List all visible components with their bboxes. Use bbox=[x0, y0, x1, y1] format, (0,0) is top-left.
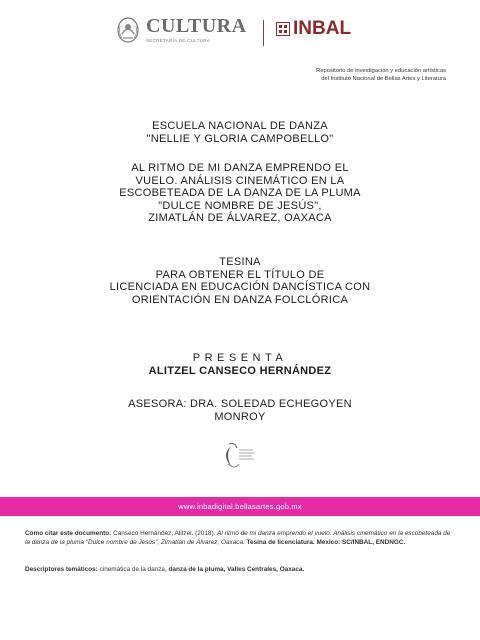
citation-title: Al ritmo de mi danza emprendo el vuelo. Análisis cinemático en la escobeteada de la danza de la pluma "Dulce nombre de Jesús", Zimatlán de Álvarez, Oaxaca. bbox=[25, 530, 451, 546]
repository-note bbox=[236, 67, 446, 83]
citation-label: Cómo citar este documento: bbox=[25, 530, 112, 537]
cultura-subtitle: SECRETARÍA DE CULTURA bbox=[146, 38, 211, 43]
author-name: ALITZEL CANSECO HERNÁNDEZ bbox=[148, 365, 332, 377]
repository-line: del Instituto Nacional de Bellas Artes y Literatura bbox=[321, 76, 446, 82]
inbal-logo bbox=[276, 20, 351, 38]
title-line: VUELO. ANÁLISIS CINEMÁTICO EN LA bbox=[135, 174, 345, 187]
title-line: ZIMATLÁN DE ÁLVAREZ, OAXACA bbox=[148, 212, 332, 225]
advisor-line: ASESORA: DRA. SOLEDAD ECHEGOYEN bbox=[128, 398, 352, 410]
school-logo-icon bbox=[215, 438, 265, 472]
inbal-mark-icon bbox=[276, 22, 290, 36]
school-line: ESCUELA NACIONAL DE DANZA bbox=[152, 120, 328, 132]
page-header bbox=[0, 16, 480, 56]
school-line: "NELLIE Y GLORIA CAMPOBELLO" bbox=[146, 132, 334, 145]
degree-statement bbox=[0, 256, 480, 306]
cultura-wordmark: CULTURA bbox=[146, 15, 247, 37]
school-name bbox=[0, 120, 480, 145]
repository-url-link[interactable]: www.inbadigital.bellasartes.gob.mx bbox=[178, 502, 302, 511]
descriptors-label: Descriptores temáticos: bbox=[25, 566, 98, 573]
advisor-line: MONROY bbox=[214, 410, 266, 423]
thesis-title bbox=[0, 162, 480, 225]
advisor-block bbox=[0, 398, 480, 423]
descriptor-item: Valles Centrales, bbox=[225, 566, 278, 573]
descriptor-item: cinemática de la danza, bbox=[97, 566, 167, 573]
descriptor-item: Oaxaca. bbox=[277, 566, 305, 573]
degree-line: PARA OBTENER EL TÍTULO DE bbox=[155, 268, 325, 281]
citation-place: México: SC/INBAL, ENDNGC. bbox=[314, 538, 406, 546]
degree-line: LICENCIADA EN EDUCACIÓN DANCÍSTICA CON bbox=[109, 281, 371, 294]
mexico-seal-icon bbox=[115, 16, 141, 46]
title-line: ESCOBETEADA DE LA DANZA DE LA PLUMA bbox=[119, 187, 361, 200]
repository-url-bar bbox=[0, 497, 480, 516]
degree-line: TESINA bbox=[219, 256, 261, 268]
cultura-logo bbox=[115, 16, 247, 46]
descriptor-item: danza de la pluma, bbox=[166, 566, 226, 573]
citation-author: Canseco Hernández, Alitzel. (2018). bbox=[111, 530, 218, 537]
repository-line: Repositorio de investigación y educación artísticas bbox=[316, 68, 446, 74]
title-line: AL RITMO DE MI DANZA EMPRENDO EL bbox=[131, 162, 349, 174]
presenter-block bbox=[0, 352, 480, 378]
title-line: "DULCE NOMBRE DE JESÚS", bbox=[158, 199, 322, 212]
citation-text bbox=[25, 530, 457, 548]
logo-divider bbox=[263, 20, 264, 46]
presenta-label: PRESENTA bbox=[192, 352, 288, 364]
inbal-wordmark: INBAL bbox=[293, 18, 352, 39]
degree-line: ORIENTACIÓN EN DANZA FOLCLÓRICA bbox=[131, 293, 349, 306]
citation-type: Tesina de licenciatura. bbox=[244, 538, 315, 546]
thematic-descriptors bbox=[25, 566, 457, 575]
